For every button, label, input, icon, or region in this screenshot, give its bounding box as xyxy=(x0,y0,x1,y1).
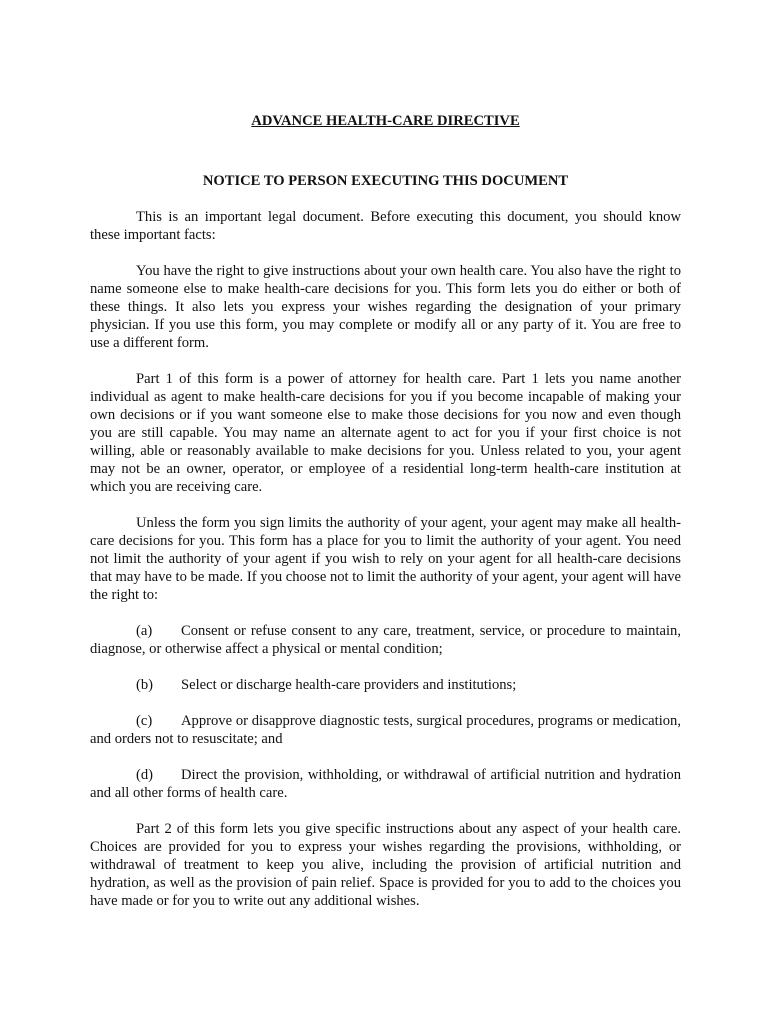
document-title: ADVANCE HEALTH-CARE DIRECTIVE xyxy=(251,113,520,129)
part2-paragraph: Part 2 of this form lets you give specific instructions about any aspect of your health care. Choices are provided for you to express your wishes regarding the provisions, withholding, or withdrawal of treatment to keep you alive, including the provision of artificial nutrition and hydration, as well as the provision of pain relief. Space is provided for you to add to the choices you have made or for you to write out any additional wishes. xyxy=(90,821,681,909)
list-item-label: (b) xyxy=(136,677,154,693)
list-item-text: Approve or disapprove diagnostic tests, surgical procedures, programs or medication, and orders not to resuscitate; and xyxy=(90,713,681,747)
document-page xyxy=(90,112,681,928)
notice-heading: NOTICE TO PERSON EXECUTING THIS DOCUMENT xyxy=(202,173,569,189)
list-item-text: Direct the provision, withholding, or withdrawal of artificial nutrition and hydration and all other forms of health care. xyxy=(90,767,681,801)
rights-paragraph: You have the right to give instructions about your own health care. You also have the right to name someone else to make health-care decisions for you. This form lets you do either or both of these things. It also lets you express your wishes regarding the designation of your primary physician. If you use this form, you may complete or modify all or any party of it. You are free to use a different form. xyxy=(90,263,681,351)
list-item-c xyxy=(90,712,681,748)
list-item-text: Select or discharge health-care providers and institutions; xyxy=(181,677,517,693)
list-item-label: (c) xyxy=(136,713,153,729)
authority-paragraph: Unless the form you sign limits the authority of your agent, your agent may make all health-care decisions for you. This form has a place for you to limit the authority of your agent. You need not limit the authority of your agent if you wish to rely on your agent for all health-care decisions that may have to be made. If you choose not to limit the authority of your agent, your agent will have the right to: xyxy=(90,515,681,603)
list-item-label: (d) xyxy=(136,767,154,783)
part1-paragraph: Part 1 of this form is a power of attorney for health care. Part 1 lets you name another individual as agent to make health-care decisions for you if you become incapable of making your own decisions or if you want someone else to make those decisions for you now and even though you are still capable. You may name an alternate agent to act for you if your first choice is not willing, able or reasonably available to make decisions for you. Unless related to you, your agent may not be an owner, operator, or employee of a residential long-term health-care institution at which you are receiving care. xyxy=(90,371,681,495)
intro-paragraph: This is an important legal document. Before executing this document, you should know these important facts: xyxy=(90,209,681,243)
list-item-text: Consent or refuse consent to any care, treatment, service, or procedure to maintain, diagnose, or otherwise affect a physical or mental condition; xyxy=(90,623,681,657)
list-item-label: (a) xyxy=(136,623,153,639)
list-item-d xyxy=(90,766,681,802)
list-item-a xyxy=(90,622,681,658)
list-item-b xyxy=(90,676,681,694)
